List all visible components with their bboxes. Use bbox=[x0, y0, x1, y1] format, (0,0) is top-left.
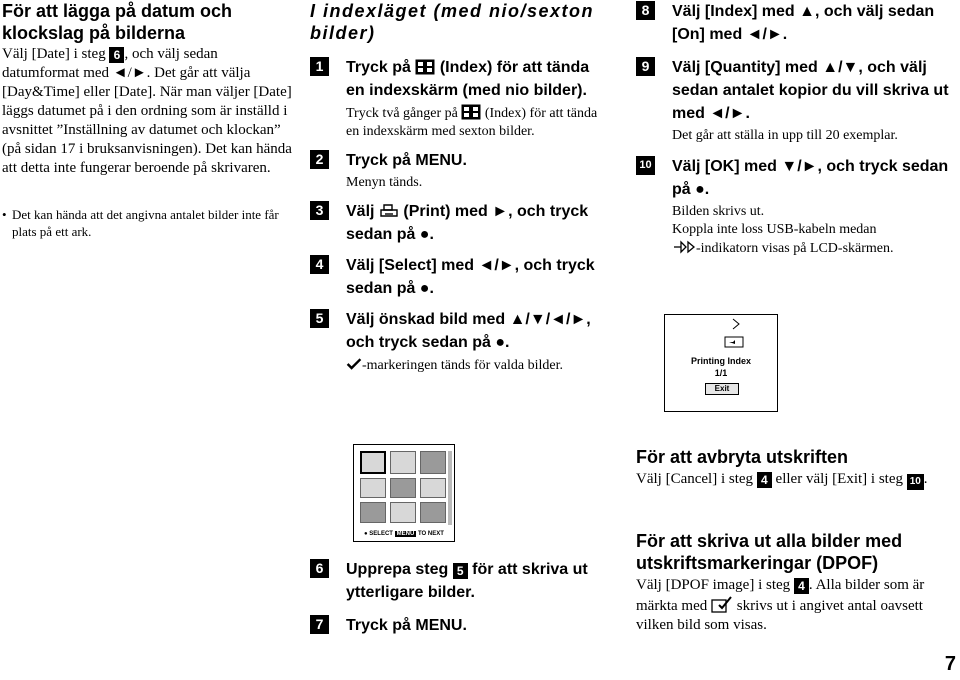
step-number: 7 bbox=[310, 615, 329, 634]
control-dot-icon: ● bbox=[364, 531, 368, 537]
step-6: 6 Upprepa steg 5 för att skriva ut ytterligare bilder. bbox=[310, 558, 610, 604]
step-5: 5 Välj önskad bild med ▲/▼/◄/►, och tryck sedan på ●. -markeringen tänds för valda bilder. bbox=[310, 308, 610, 375]
page-number: 7 bbox=[944, 653, 956, 675]
thumbnail bbox=[390, 502, 416, 523]
step-10: 10 Välj [OK] med ▼/►, och tryck sedan på ●. Bilden skrivs ut. Koppla inte loss USB-kabeln medan -indikatorn visas på LCD-skärmen. bbox=[636, 155, 956, 258]
thumbnail bbox=[420, 451, 446, 474]
column-left bbox=[2, 0, 292, 240]
step-ref-badge: 5 bbox=[453, 563, 468, 579]
printing-index-screen bbox=[664, 314, 778, 412]
thumbnail-selected bbox=[360, 451, 386, 474]
step-ref-badge: 6 bbox=[109, 47, 124, 63]
usb-connection-icon bbox=[672, 239, 696, 255]
usb-icon bbox=[729, 340, 735, 344]
index-icon bbox=[461, 104, 481, 120]
date-section-text: Välj [Date] i steg 6 , och välj sedan datumformat med ◄/►. Det går att välja [Day&Time] eller [Date]. När man väljer [Date] läggs datumet på i den ordning som är inställd i avsnittet ”Inställning av datumet och klockan” (på sidan 17 i bruksanvisningen). Det kan hända att detta inte fungerar beroende på skrivaren. bbox=[2, 46, 292, 176]
steps-6-7 bbox=[310, 558, 610, 637]
step-9: 9 Välj [Quantity] med ▲/▼, och välj sedan antalet kopior du vill skriva ut med ◄/►. Det går att ställa in upp till 20 exemplar. bbox=[636, 56, 956, 145]
cancel-heading: För att avbryta utskriften bbox=[636, 447, 849, 467]
step-number: 1 bbox=[310, 57, 329, 76]
exit-button[interactable]: Exit bbox=[705, 383, 739, 395]
step-ref-badge: 4 bbox=[794, 578, 809, 594]
dpof-heading: För att skriva ut alla bilder med utskriftsmarkeringar (DPOF) bbox=[636, 531, 903, 573]
column-right bbox=[636, 0, 956, 258]
dpof-mark-icon bbox=[711, 595, 733, 613]
date-section-heading: För att lägga på datum och klockslag på bilderna bbox=[2, 1, 233, 43]
step-ref-badge: 10 bbox=[907, 474, 924, 490]
thumbnail bbox=[360, 478, 386, 499]
note-bullet: • Det kan hända att det angivna antalet bilder inte får plats på ett ark. bbox=[2, 206, 292, 240]
step-number: 5 bbox=[310, 309, 329, 328]
step-4: 4 Välj [Select] med ◄/►, och tryck sedan på ●. bbox=[310, 254, 610, 300]
step-3: 3 Välj (Print) med ►, och tryck sedan på ●. bbox=[310, 200, 610, 246]
index-select-screen bbox=[353, 444, 455, 542]
dpof-section: För att skriva ut alla bilder med utskriftsmarkeringar (DPOF) Välj [DPOF image] i steg 4 . Alla bilder som är märkta med skrivs ut i angivet antal oavsett vilken bild som visas. bbox=[636, 530, 956, 635]
step-number: 8 bbox=[636, 1, 655, 20]
column-middle bbox=[310, 0, 610, 375]
printer-status-icons bbox=[673, 317, 769, 349]
screen-controls: ● SELECT MENU TO NEXT bbox=[364, 531, 444, 537]
step-number: 9 bbox=[636, 57, 655, 76]
thumbnail bbox=[390, 478, 416, 499]
step-number: 2 bbox=[310, 150, 329, 169]
index-icon bbox=[415, 59, 435, 75]
cancel-section: För att avbryta utskriften Välj [Cancel] i steg 4 eller välj [Exit] i steg 10 . bbox=[636, 446, 956, 490]
step-number: 4 bbox=[310, 255, 329, 274]
step-8: 8 Välj [Index] med ▲, och välj sedan [On] med ◄/►. bbox=[636, 0, 956, 46]
index-mode-heading: I indexläget (med nio/sexton bilder) bbox=[310, 1, 595, 43]
print-icon bbox=[379, 203, 399, 219]
thumbnail-grid bbox=[360, 451, 446, 523]
thumbnail bbox=[360, 502, 386, 523]
step-number: 6 bbox=[310, 559, 329, 578]
step-2: 2 Tryck på MENU. Menyn tänds. bbox=[310, 149, 610, 192]
checkmark-icon bbox=[346, 356, 362, 372]
thumbnail bbox=[390, 451, 416, 474]
step-1: 1 Tryck på (Index) för att tända en indexskärm (med nio bilder). Tryck två gånger på (Index) för att tända en indexskärm med sexton bilder. bbox=[310, 56, 610, 141]
printing-index-label: Printing Index 1/1 bbox=[690, 356, 751, 378]
pictbridge-icon bbox=[733, 319, 739, 329]
step-number: 3 bbox=[310, 201, 329, 220]
step-ref-badge: 4 bbox=[757, 472, 772, 488]
scrollbar bbox=[448, 451, 452, 525]
step-number: 10 bbox=[636, 156, 655, 175]
step-7: 7 Tryck på MENU. bbox=[310, 614, 610, 637]
thumbnail bbox=[420, 478, 446, 499]
thumbnail bbox=[420, 502, 446, 523]
